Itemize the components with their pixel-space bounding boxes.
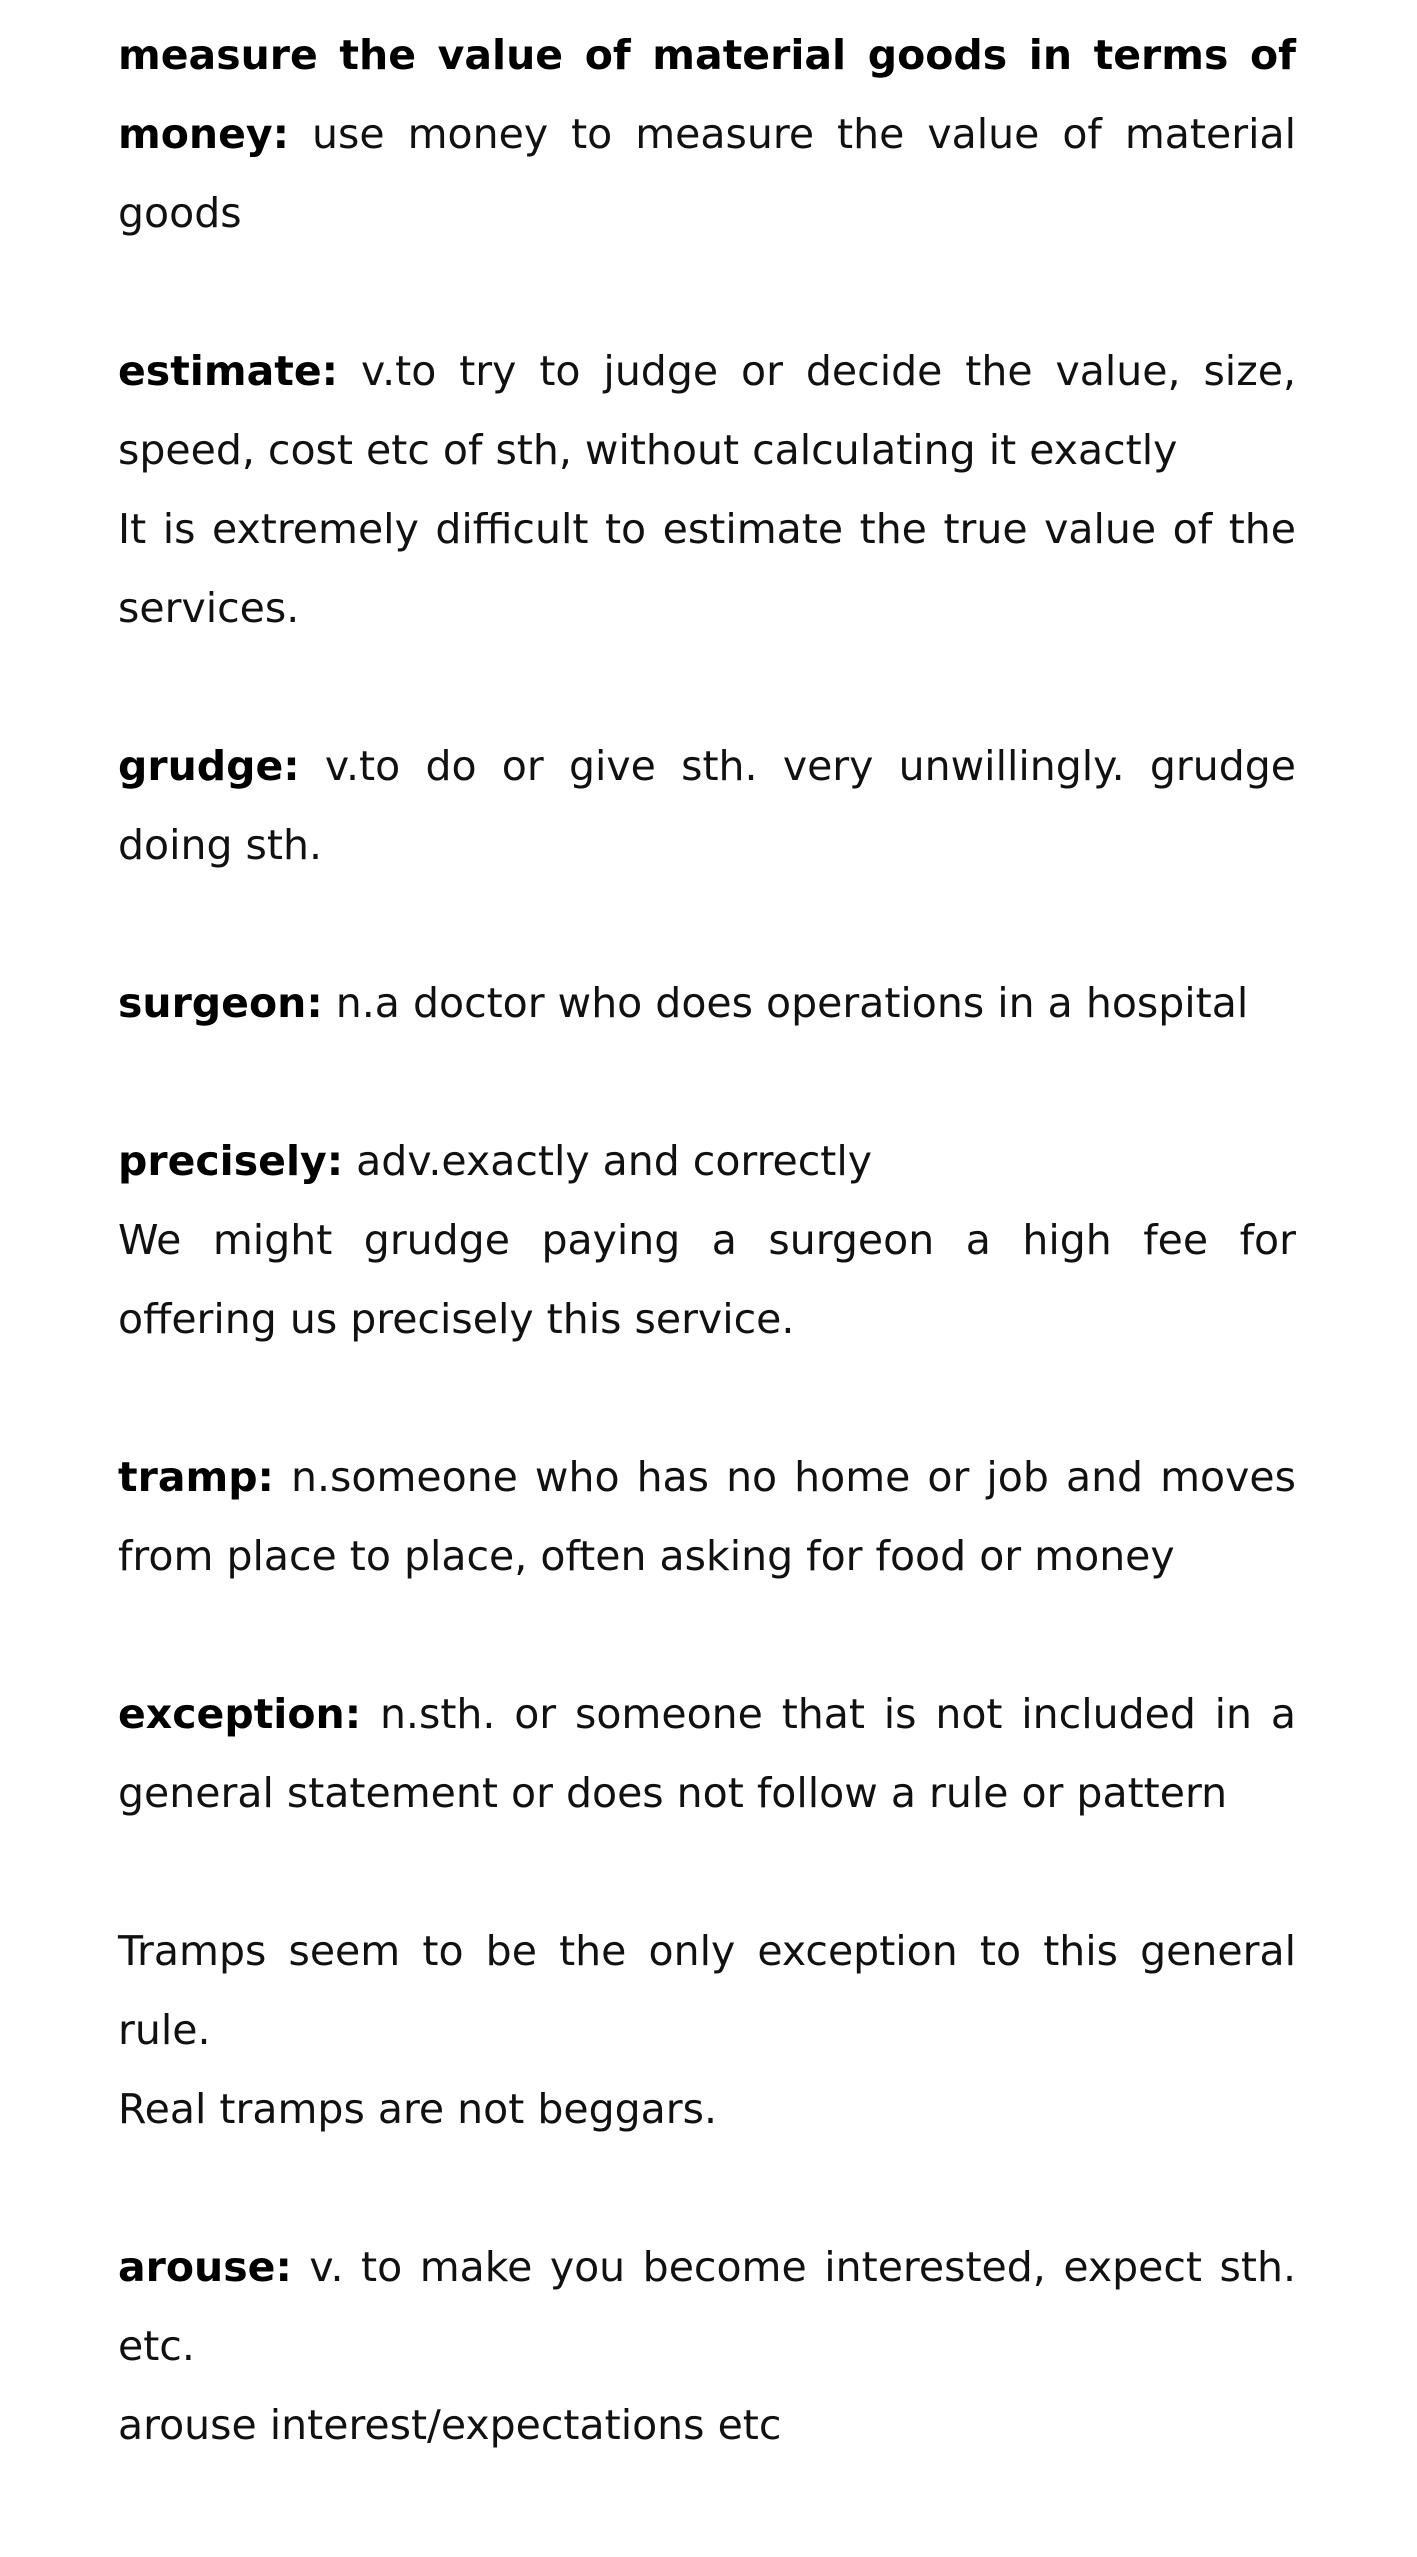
vocab-definition: n.someone who has no home or job and moves from place to place, often asking for food or money [118,1453,1296,1580]
vocab-term: exception: [118,1690,362,1738]
example-sentence: Real tramps are not beggars. [118,2085,718,2133]
vocab-definition: n.a doctor who does operations in a hospital [335,979,1249,1027]
definition-line [118,1122,1296,1201]
vocab-entry-arouse [118,2228,1296,2465]
definition-line [118,16,1296,253]
definition-line [118,1675,1296,1833]
definition-line [118,2228,1296,2386]
vocab-entry-surgeon [118,964,1296,1043]
vocab-term: tramp: [118,1453,274,1501]
vocab-entry-exception [118,1675,1296,1833]
vocab-term: grudge: [118,742,300,790]
vocab-entry-tramp [118,1438,1296,1596]
vocab-entry-estimate [118,332,1296,648]
vocab-term: estimate: [118,347,339,395]
vocab-term: precisely: [118,1137,344,1185]
vocab-definition: v.to try to judge or decide the value, size, speed, cost etc of sth, without calculating it exactly [118,347,1296,474]
example-sentence: arouse interest/expectations etc [118,2401,782,2449]
definition-line [118,332,1296,490]
vocab-definition: v.to do or give sth. very unwillingly. grudge doing sth. [118,742,1296,869]
vocab-term: arouse: [118,2243,292,2291]
definition-line [118,727,1296,885]
vocab-term: surgeon: [118,979,323,1027]
example-sentence: We might grudge paying a surgeon a high fee for offering us precisely this service. [118,1216,1296,1343]
vocab-definition: v. to make you become interested, expect sth. etc. [118,2243,1296,2370]
example-block-tramps [118,1912,1296,2149]
vocab-definition: use money to measure the value of material goods [118,110,1296,237]
example-sentence: Tramps seem to be the only exception to this general rule. [118,1927,1296,2054]
vocab-definition: n.sth. or someone that is not included in a general statement or does not follow a rule or pattern [118,1690,1296,1817]
vocab-entry-measure [118,16,1296,253]
vocab-definition: adv.exactly and correctly [356,1137,873,1185]
definition-line [118,964,1296,1043]
vocab-entry-precisely [118,1122,1296,1359]
definition-line [118,1438,1296,1596]
vocab-term: measure the value of material goods in terms of money: [118,31,1296,158]
vocab-entry-grudge [118,727,1296,885]
vocabulary-notes [118,16,1296,2465]
example-sentence: It is extremely difficult to estimate the true value of the services. [118,505,1296,632]
